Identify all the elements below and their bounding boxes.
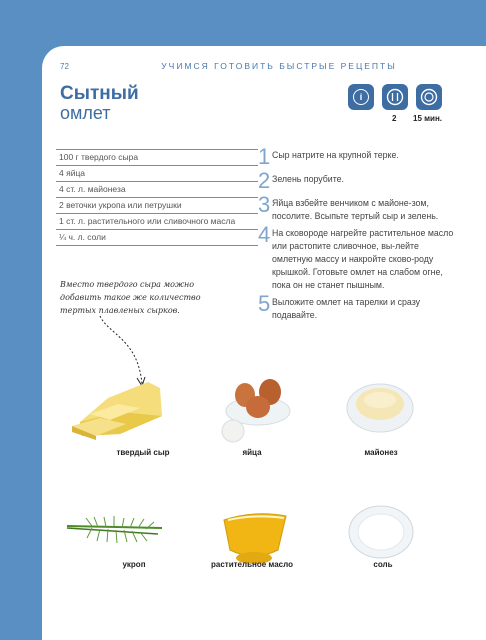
ingredient-item: 4 ст. л. майонеза [56, 182, 258, 198]
steps-list [258, 144, 458, 333]
oil-label: растительное масло [211, 560, 293, 569]
eggs-image [218, 371, 294, 445]
clock-icon [416, 84, 442, 110]
step-item [258, 192, 458, 223]
salt-label: соль [373, 560, 393, 569]
info-icon: i [348, 84, 374, 110]
step-item [258, 168, 458, 193]
eggs-label: яйца [242, 448, 262, 457]
recipe-title: Сытный [60, 83, 139, 104]
recipe-page [42, 46, 486, 640]
step-text: На сковороде нагрейте растительное масло или растопите сливочное, вы-лейте омлетную массу и накройте сково-роду крышкой. Готовьте омлет на слабом огне, пока он не станет пышным. [272, 228, 454, 290]
page-number: 72 [60, 62, 69, 71]
step-number: 4 [258, 222, 271, 247]
ingredients-list [56, 149, 258, 246]
mayonnaise-image [345, 374, 415, 440]
time-value: 15 мин. [413, 114, 443, 123]
step-number: 2 [258, 168, 271, 193]
step-number: 1 [258, 144, 271, 169]
ingredient-item: 100 г твердого сыра [56, 149, 258, 166]
step-item [258, 291, 458, 322]
handwritten-note: Вместо твердого сыра можно добавить такое же количество тертых плавленых сырков. [60, 280, 201, 315]
step-text: Яйца взбейте венчиком с майоне-зом, посолите. Всыпьте тертый сыр и зелень. [272, 198, 439, 221]
cheese-label: твердый сыр [116, 448, 170, 457]
salt-image [347, 502, 415, 562]
step-number: 5 [258, 291, 271, 316]
servings-value: 2 [392, 114, 397, 123]
step-text: Сыр натрите на крупной терке. [272, 150, 399, 160]
recipe-subtitle: омлет [60, 103, 111, 123]
dill-image [62, 514, 172, 554]
ingredient-item: ¼ ч. л. соли [56, 230, 258, 246]
section-header: УЧИМСЯ ГОТОВИТЬ БЫСТРЫЕ РЕЦЕПТЫ [161, 61, 397, 71]
ingredient-item: 1 ст. л. растительного или сливочного масла [56, 214, 258, 230]
cheese-image [70, 374, 170, 444]
step-text: Выложите омлет на тарелки и сразу подавайте. [272, 297, 421, 320]
step-number: 3 [258, 192, 271, 217]
ingredient-item: 2 веточки укропа или петрушки [56, 198, 258, 214]
step-item [258, 144, 458, 169]
cutlery-icon [382, 84, 408, 110]
ingredient-item: 4 яйца [56, 166, 258, 182]
step-item [258, 222, 458, 292]
step-text: Зелень порубите. [272, 174, 344, 184]
dill-label: укроп [122, 560, 146, 569]
mayonnaise-label: майонез [364, 448, 398, 457]
